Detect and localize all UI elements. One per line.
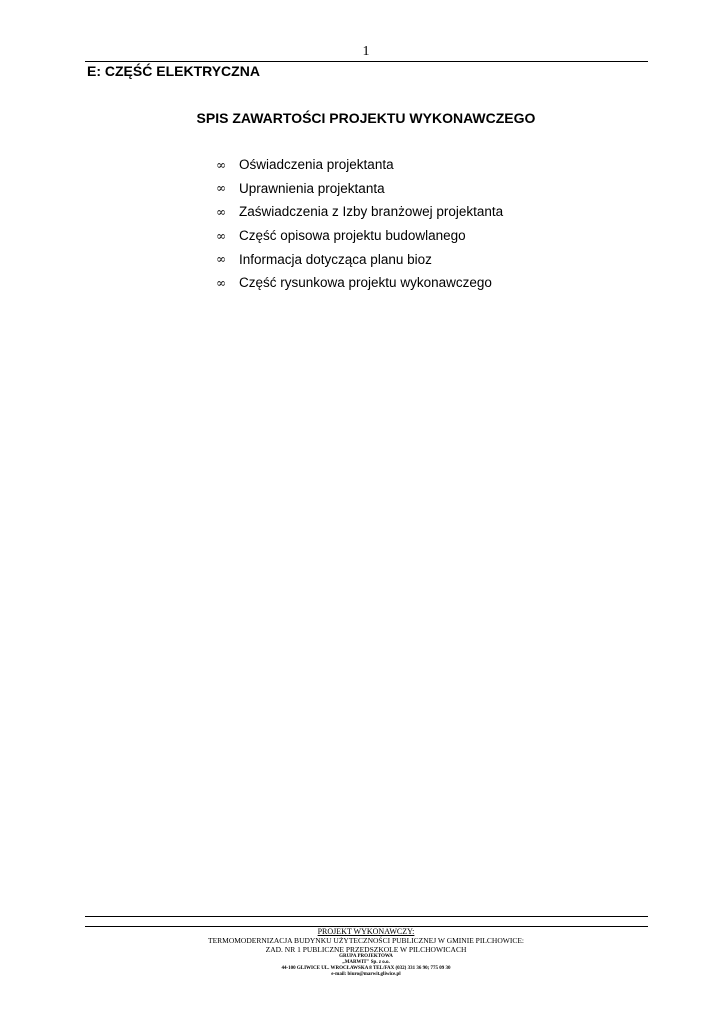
infinity-bullet-icon: ∞ <box>216 228 226 243</box>
list-item-label: Oświadczenia projektanta <box>239 157 394 173</box>
footer <box>0 927 724 978</box>
infinity-bullet-icon: ∞ <box>216 181 226 196</box>
footer-project-line: TERMOMODERNIZACJA BUDYNKU UŻYTECZNOŚCI PUBLICZNEJ W GMINIE PILCHOWICE: <box>208 936 524 945</box>
list-item <box>216 177 503 201</box>
list-item-label: Zaświadczenia z Izby branżowej projektanta <box>239 204 504 220</box>
document-heading: SPIS ZAWARTOŚCI PROJEKTU WYKONAWCZEGO <box>196 110 536 126</box>
list-item <box>216 153 503 177</box>
footer-company-name: GRUPA PROJEKTOWA <box>339 954 393 959</box>
list-item-label: Część opisowa projektu budowlanego <box>239 228 466 244</box>
list-item <box>216 224 503 248</box>
infinity-bullet-icon: ∞ <box>216 157 226 172</box>
list-item-label: Uprawnienia projektanta <box>239 180 385 196</box>
list-item <box>216 271 503 295</box>
footer-address: 44-100 GLIWICE UL. WROCŁAWSKA 8 TEL/FAX (032) 331 36 90; 775 09 30 <box>281 966 451 971</box>
footer-rule-top <box>85 916 648 917</box>
infinity-bullet-icon: ∞ <box>216 252 226 267</box>
page-number: 1 <box>362 44 370 59</box>
header-rule <box>85 61 648 62</box>
list-item <box>216 247 503 271</box>
list-item <box>216 200 503 224</box>
section-title: E: CZĘŚĆ ELEKTRYCZNA <box>87 63 260 79</box>
list-item-label: Informacja dotycząca planu bioz <box>239 251 432 267</box>
footer-company-brand: „MARWIT" Sp. z o.o. <box>342 960 390 965</box>
infinity-bullet-icon: ∞ <box>216 204 226 219</box>
contents-list <box>216 153 503 295</box>
list-item-label: Część rysunkowa projektu wykonawczego <box>239 275 492 291</box>
footer-email: e-mail: biuro@marwit.gliwice.pl <box>331 972 401 977</box>
footer-label: PROJEKT WYKONAWCZY: <box>317 927 415 936</box>
infinity-bullet-icon: ∞ <box>216 275 226 290</box>
footer-task-line: ZAD. NR 1 PUBLICZNE PRZEDSZKOLE W PILCHOWICACH <box>265 945 467 954</box>
